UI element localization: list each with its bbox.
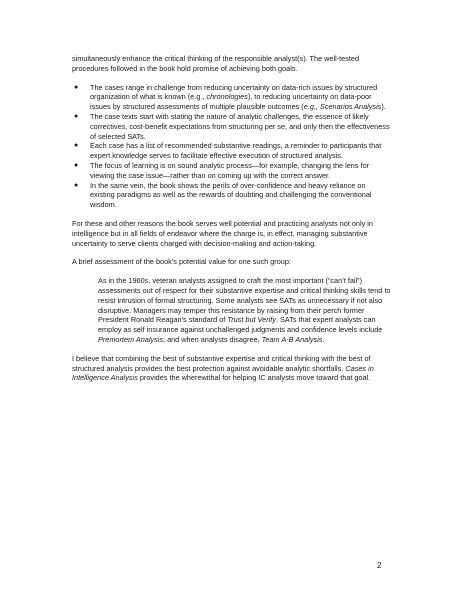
bullet-icon: ●	[74, 181, 79, 189]
bullet-item: ● The case texts start with stating the nature of analytic challenges, the essence of likely correctives, cost-benefit expectations from structuring per se, and only then the effectiveness of selected SATs.	[74, 111, 390, 141]
bullet-item: ● The cases range in challenge from reducing uncertainty on data-rich issues by structured organization of what is known (e.g., chronologies), to reducing uncertainty on data-poor issues by structured assessments of multiple plausible outcomes (e.g., Scenarios Analysis).	[74, 82, 386, 112]
bullet-item: ● Each case has a list of recommended substantive readings, a reminder to participants that expert knowledge serves to facilitate effective execution of structured analysis.	[74, 141, 382, 161]
emphasis-text: chronologies	[206, 92, 248, 102]
page-body	[72, 54, 392, 392]
body-paragraph: A brief assessment of the book’s potential value for one such group:	[72, 257, 291, 267]
bullet-icon: ●	[74, 112, 79, 120]
emphasis-text: Team A-B Analysis	[261, 334, 323, 344]
closing-paragraph: I believe that combining the best of substantive expertise and critical thinking with the best of structured analysis provides the best protection against avoidable analytic shortfalls. Cases in Intelligence Analysis provides the wherewithal for helping IC analysts move toward that goal.	[72, 353, 374, 383]
intro-paragraph: simultaneously enhance the critical thinking of the responsible analyst(s). The well-tested procedures followed in the book hold promise of achieving both goals.	[72, 54, 360, 73]
bullet-item: ● The focus of learning is on sound analytic process—for example, changing the lens for viewing the case issue—rather than on coming up with the correct answer.	[74, 160, 370, 180]
emphasis-text: Trust but Verify	[227, 315, 276, 325]
emphasis-text: Cases in Intelligence Analysis	[72, 363, 374, 383]
bullet-icon: ●	[74, 83, 79, 91]
page-number: 2	[377, 561, 382, 570]
bullet-icon: ●	[74, 161, 79, 169]
emphasis-text: e.g., Scenarios Analysis	[303, 102, 382, 112]
bullet-list	[72, 83, 392, 210]
bullet-icon: ●	[74, 142, 79, 150]
body-paragraph: For these and other reasons the book serves well potential and practicing analysts not only in intelligence but in all fields of endeavor where the charge is, in effect, managing substantive uncertainty to serve clients charged with decision-making and action-taking.	[72, 218, 373, 248]
emphasis-text: Premortem Analysis	[98, 334, 164, 344]
block-quote: As in the 1960s, veteran analysts assigned to craft the most important (“can’t fail”) assessments out of respect for their substantive expertise and critical thinking skills tend to resist intrusion of formal structuring. Some analysts see SATs as unnecessary if not also disruptive. Managers may temper this resistance by raising from their perch former President Ronald Reagan’s standard of Trust but Verify. SATs that expert analysts can employ as self insurance against unchallenged judgments and confidence levels include Premortem Analysis; and when analysts disagree, Team A-B Analysis.	[98, 276, 391, 344]
bullet-item: ● In the same vein, the book shows the perils of over-confidence and heavy reliance on existing paradigms as well as the rewards of doubting and challenging the conventional wisdom.	[74, 180, 372, 210]
